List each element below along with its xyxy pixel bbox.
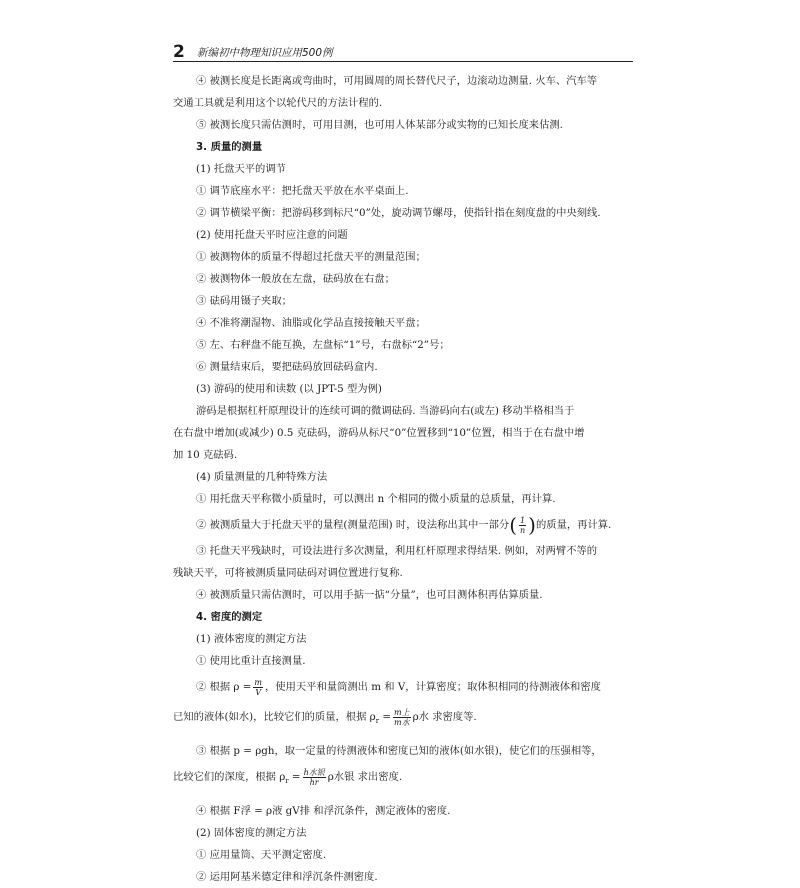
text-line: ② 调节横梁平衡：把游码移到标尺“0”处，旋动调节螺母，使指针指在刻度盘的中央刻线.: [196, 207, 601, 219]
text-fragment: =: [288, 771, 301, 784]
text-fragment: 的质量，再计算.: [535, 519, 612, 531]
fraction-numerator: 1: [520, 515, 526, 525]
section-heading-density: 4. 密度的测定: [196, 611, 263, 623]
page-number: 2: [173, 42, 185, 62]
text-line: ② 被测物体一般放在左盘，砝码放在右盘；: [196, 273, 395, 285]
text-line: ④ 根据 F浮 = ρ液 gV排 和浮沉条件，测定液体的密度.: [196, 805, 451, 818]
subsection-heading: (3) 游码的使用和读数 (以 JPT-5 型为例): [196, 383, 382, 395]
book-title: 新编初中物理知识应用500例: [197, 47, 333, 59]
subsection-heading: (1) 托盘天平的调节: [196, 163, 286, 175]
fraction: [253, 678, 263, 697]
text-fragment: ，使用天平和量筒测出 m 和 V，计算密度；取体积相同的待测液体和密度: [265, 681, 601, 693]
text-line: ① 用托盘天平称微小质量时，可以测出 n 个相同的微小质量的总质量，再计算.: [196, 493, 556, 505]
fraction-numerator: m: [254, 677, 262, 687]
subscript: r: [285, 777, 289, 786]
paren-left: (: [509, 513, 518, 537]
page-header: [173, 40, 633, 64]
subsection-heading: (1) 液体密度的测定方法: [196, 633, 307, 645]
text-line: 残缺天平，可将被测质量同砝码对调位置进行复称.: [173, 567, 403, 579]
text-fragment: 已知的液体(如水)，比较它们的质量，根据 ρ: [173, 711, 376, 723]
text-line: ① 使用比重计直接测量.: [196, 655, 306, 667]
subsection-heading: (2) 使用托盘天平时应注意的问题: [196, 229, 348, 241]
fraction-denominator: V: [255, 687, 262, 697]
page-body: [173, 70, 633, 888]
text-line-with-fraction: [173, 676, 633, 698]
text-line: ① 被测物体的质量不得超过托盘天平的测量范围；: [196, 251, 426, 263]
text-line: ③ 砝码用镊子夹取；: [196, 295, 292, 307]
fraction-denominator: n: [520, 525, 526, 535]
subsection-heading: (4) 质量测量的几种特殊方法: [196, 471, 328, 483]
text-fragment: =: [379, 711, 391, 723]
text-line: ④ 不准将潮湿物、油脂或化学品直接接触天平盘；: [196, 317, 426, 329]
fraction: [393, 708, 411, 727]
text-line: 加 10 克砝码.: [173, 449, 238, 461]
text-line: ① 调节底座水平：把托盘天平放在水平桌面上.: [196, 185, 409, 197]
subscript: r: [375, 717, 380, 726]
text-line: ② 运用阿基米德定律和浮沉条件测密度.: [196, 871, 378, 884]
fraction: [519, 516, 526, 535]
text-fragment: ② 被测质量大于托盘天平的量程(测量范围) 时，设法称出其中一部分: [196, 519, 510, 531]
text-line-with-fraction: [173, 514, 633, 536]
fraction-denominator: hr: [309, 777, 319, 787]
paren-right: ): [528, 513, 536, 537]
text-line: ⑥ 测量结束后，要把砝码放回砝码盒内.: [196, 361, 378, 373]
text-line: ⑤ 左、右秤盘不能互换，左盘标“1”号，右盘标“2”号；: [196, 339, 450, 351]
text-fragment: ② 根据 ρ =: [196, 681, 252, 693]
text-line: 游码是根据杠杆原理设计的连续可调的微调砝码. 当游码向右(或左) 移动半格相当于: [196, 405, 575, 417]
header-rule: [173, 61, 633, 62]
subsection-heading: (2) 固体密度的测定方法: [196, 827, 307, 840]
text-line: ① 应用量筒、天平测定密度.: [196, 849, 327, 862]
text-line: ⑤ 被测长度只需估测时，可用目测，也可用人体某部分或实物的已知长度来估测.: [196, 119, 563, 131]
fraction-numerator: h水银: [303, 767, 325, 777]
text-line: 交通工具就是利用这个以轮代尺的方法计程的.: [173, 97, 383, 109]
section-heading-mass: 3. 质量的测量: [196, 141, 263, 153]
text-line-with-fraction: [173, 766, 633, 792]
text-line: ③ 根据 p = ρgh，取一定量的待测液体和密度已知的液体(如水银)，使它们的压强相等，: [196, 745, 602, 758]
text-fragment: ρ水 求密度等.: [412, 711, 477, 723]
text-fragment: ρ水银 求出密度.: [327, 771, 403, 784]
fraction-numerator: m上: [393, 707, 410, 717]
text-line: 在右盘中增加(或减少) 0.5 克砝码，游码从标尺“0”位置移到“10”位置，相当于在右盘中增: [173, 427, 585, 439]
fraction: [303, 768, 326, 787]
text-line: ④ 被测质量只需估测时，可以用手掂一掂“分量”，也可目测体积再估算质量.: [196, 589, 543, 601]
fraction-denominator: m水: [393, 717, 410, 727]
text-fragment: 比较它们的深度，根据 ρ: [173, 771, 286, 784]
text-line: ④ 被测长度是长距离或弯曲时，可用圆周的周长替代尺子，边滚动边测量. 火车、汽车等: [196, 75, 598, 87]
text-line: ③ 托盘天平残缺时，可设法进行多次测量，利用杠杆原理求得结果. 例如，对两臂不等的: [196, 545, 598, 557]
text-line-with-fraction: [173, 706, 633, 732]
